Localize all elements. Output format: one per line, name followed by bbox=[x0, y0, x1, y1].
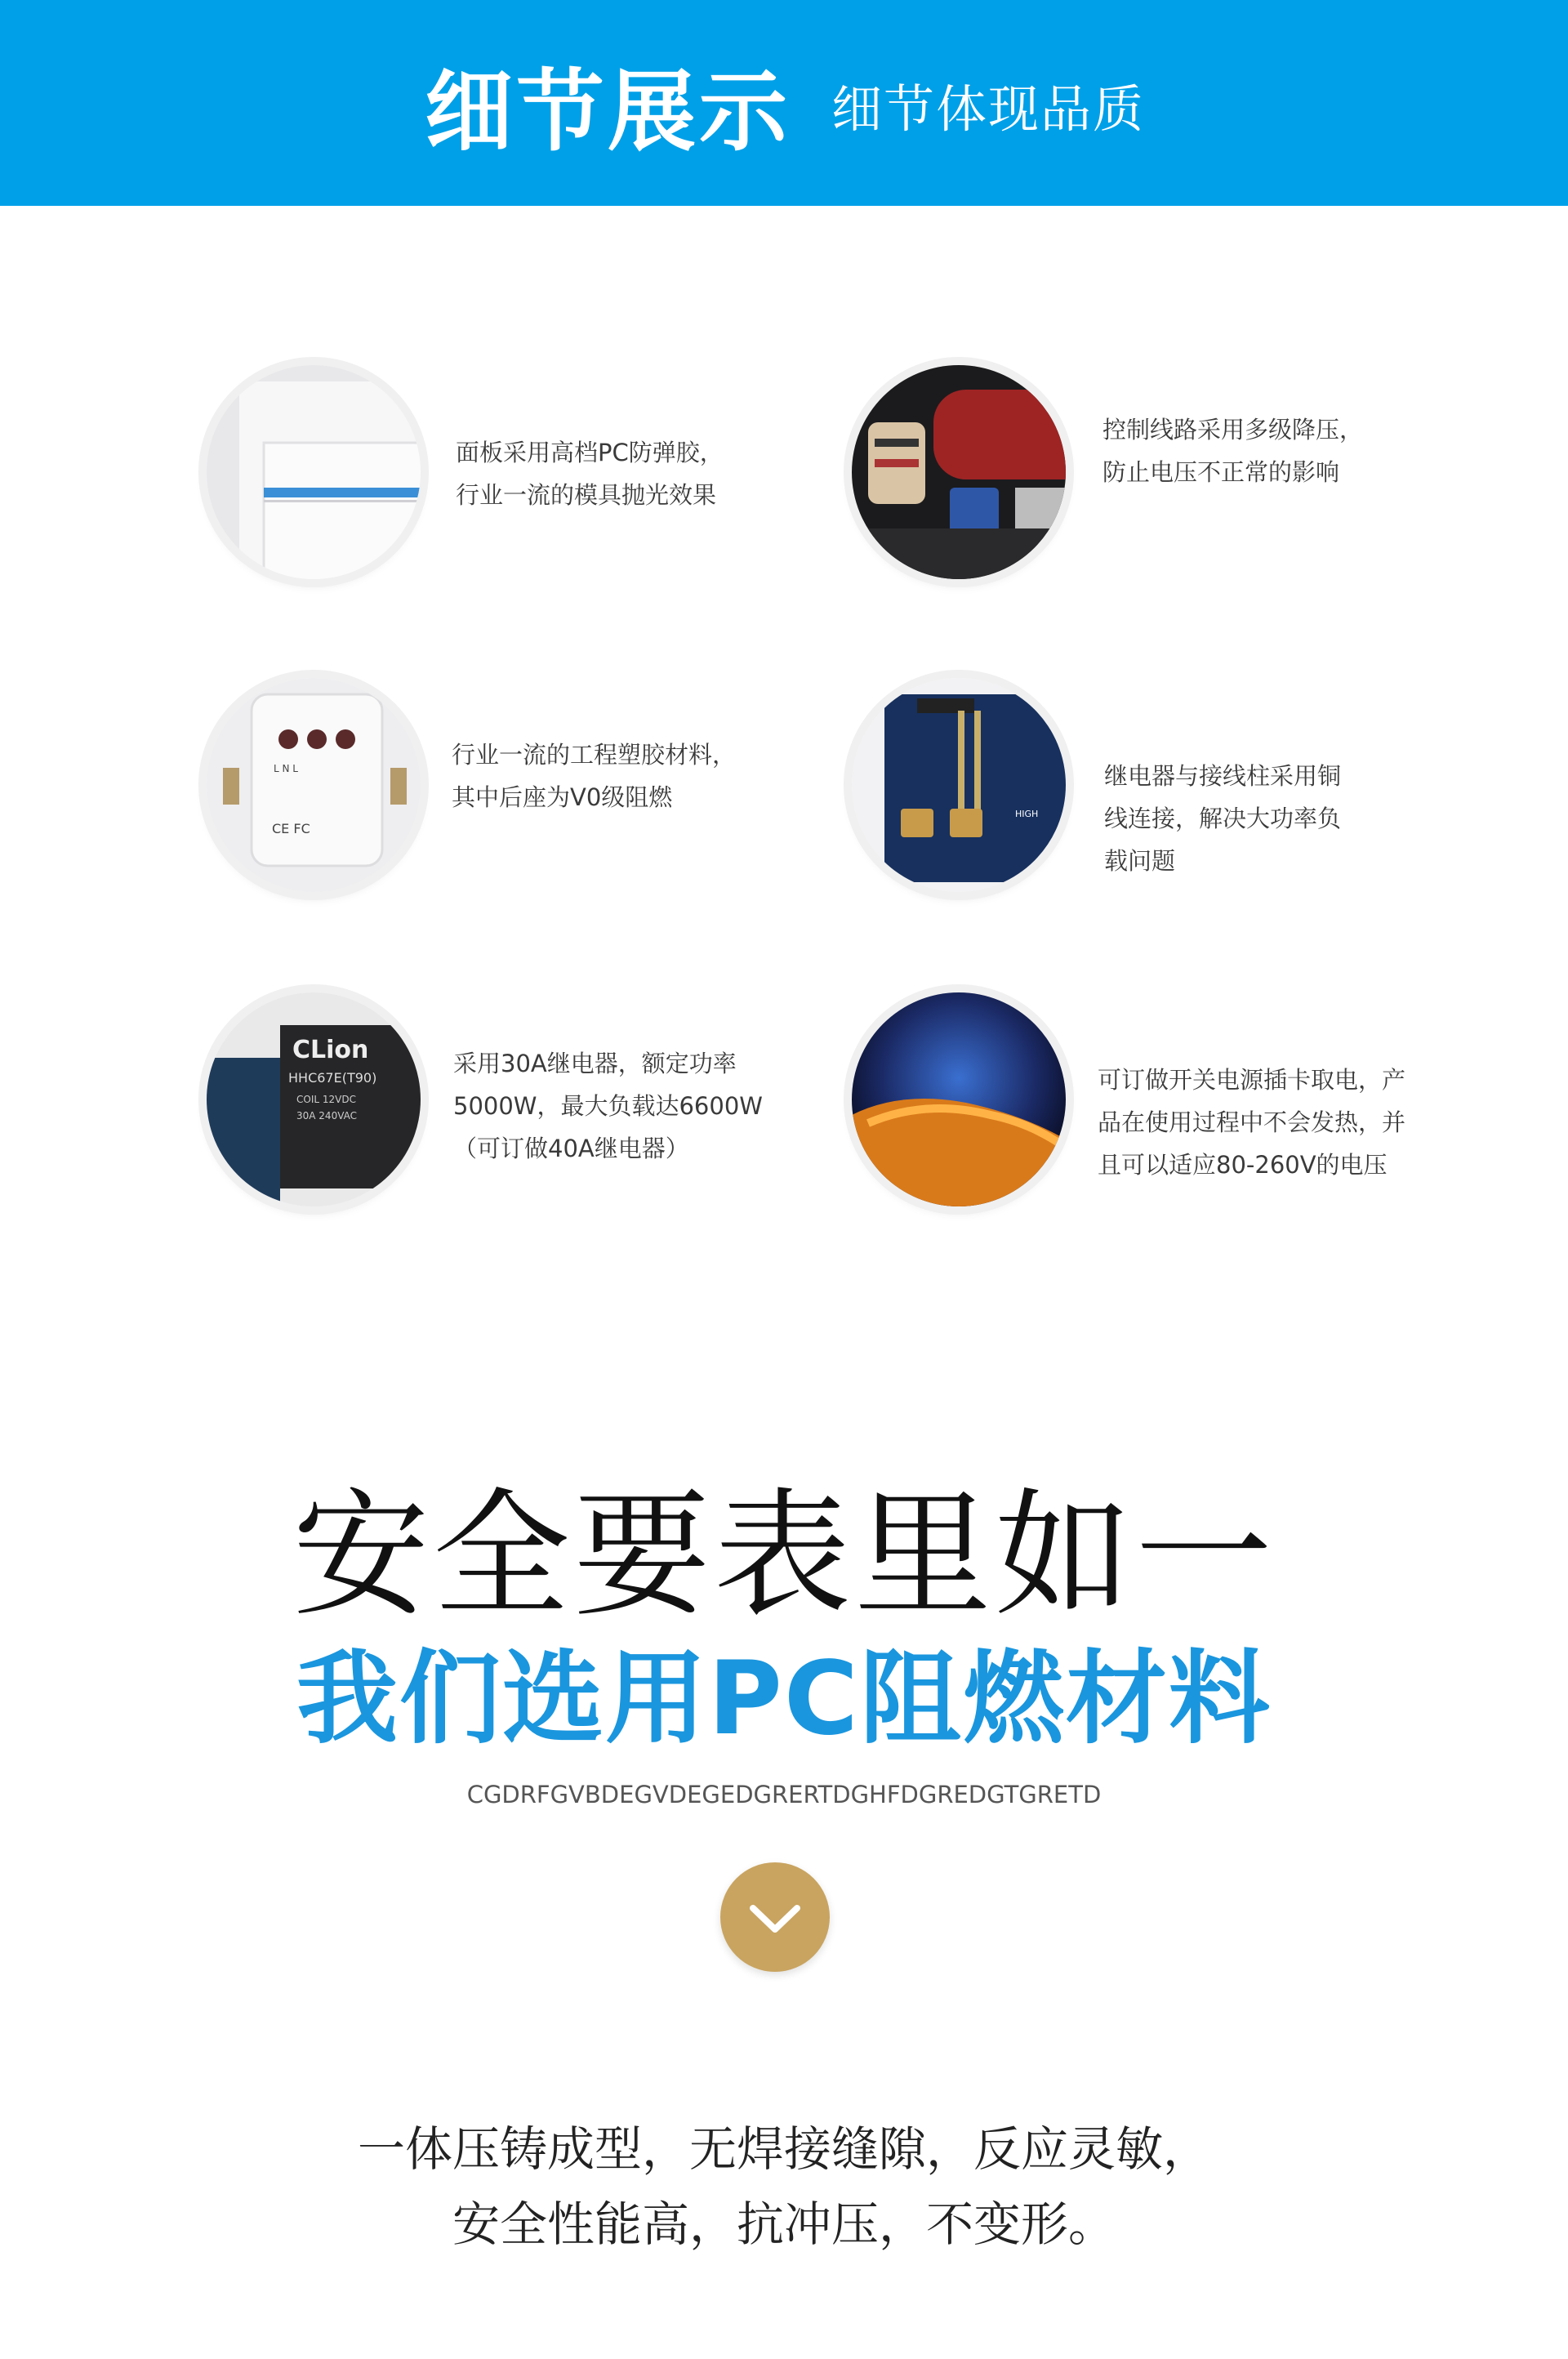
svg-text:L N L: L N L bbox=[274, 763, 298, 774]
feature-text-6: 可订做开关电源插卡取电，产 品在使用过程中不会发热，并 且可以适应80-260V的电压 bbox=[1098, 1066, 1406, 1179]
relay-component-image bbox=[207, 992, 421, 1206]
feature-text-2: 控制线路采用多级降压， 防止电压不正常的影响 bbox=[1102, 416, 1364, 486]
scroll-down-button[interactable] bbox=[720, 1862, 830, 1972]
feature-text-3: 行业一流的工程塑胶材料， 其中后座为V0级阻燃 bbox=[452, 741, 737, 811]
white-panel-closeup-image bbox=[207, 365, 421, 579]
safety-slogan: 一体压铸成型，无焊接缝隙，反应灵敏， 安全性能高，抗冲压，不变形。 bbox=[357, 2121, 1210, 2252]
svg-text:CE FC: CE FC bbox=[272, 821, 310, 836]
decorative-code-line: CGDRFGVBDEGVDEGEDGRERTDGHFDGREDGTGRETD bbox=[466, 1781, 1102, 1808]
circuit-components-image bbox=[852, 365, 1066, 579]
chevron-down-icon bbox=[720, 1862, 830, 1972]
page-subtitle: 细节体现品质 bbox=[831, 79, 1146, 139]
svg-text:HIGH: HIGH bbox=[1015, 809, 1039, 819]
svg-text:30A 240VAC: 30A 240VAC bbox=[296, 1110, 358, 1122]
svg-text:HHC67E(T90): HHC67E(T90) bbox=[288, 1070, 377, 1086]
feature-text-4: 继电器与接线柱采用铜 线连接，解决大功率负 载问题 bbox=[1104, 762, 1342, 875]
flame-heat-test-image bbox=[852, 992, 1066, 1206]
svg-text:CLion: CLion bbox=[292, 1036, 369, 1064]
pc-material-headline: 我们选用PC阻燃材料 bbox=[296, 1640, 1272, 1758]
header-banner bbox=[0, 0, 1568, 206]
svg-text:COIL 12VDC: COIL 12VDC bbox=[296, 1094, 356, 1105]
feature-text-5: 采用30A继电器，额定功率 5000W，最大负载达6600W （可订做40A继电器） bbox=[453, 1050, 763, 1162]
socket-back-cover-image bbox=[207, 678, 421, 892]
safety-title: 安全要表里如一 bbox=[292, 1475, 1276, 1635]
page-title: 细节展示 bbox=[425, 61, 791, 163]
feature-text-1: 面板采用高档PC防弹胶， 行业一流的模具抛光效果 bbox=[456, 439, 724, 509]
pcb-terminals-image bbox=[852, 678, 1066, 892]
